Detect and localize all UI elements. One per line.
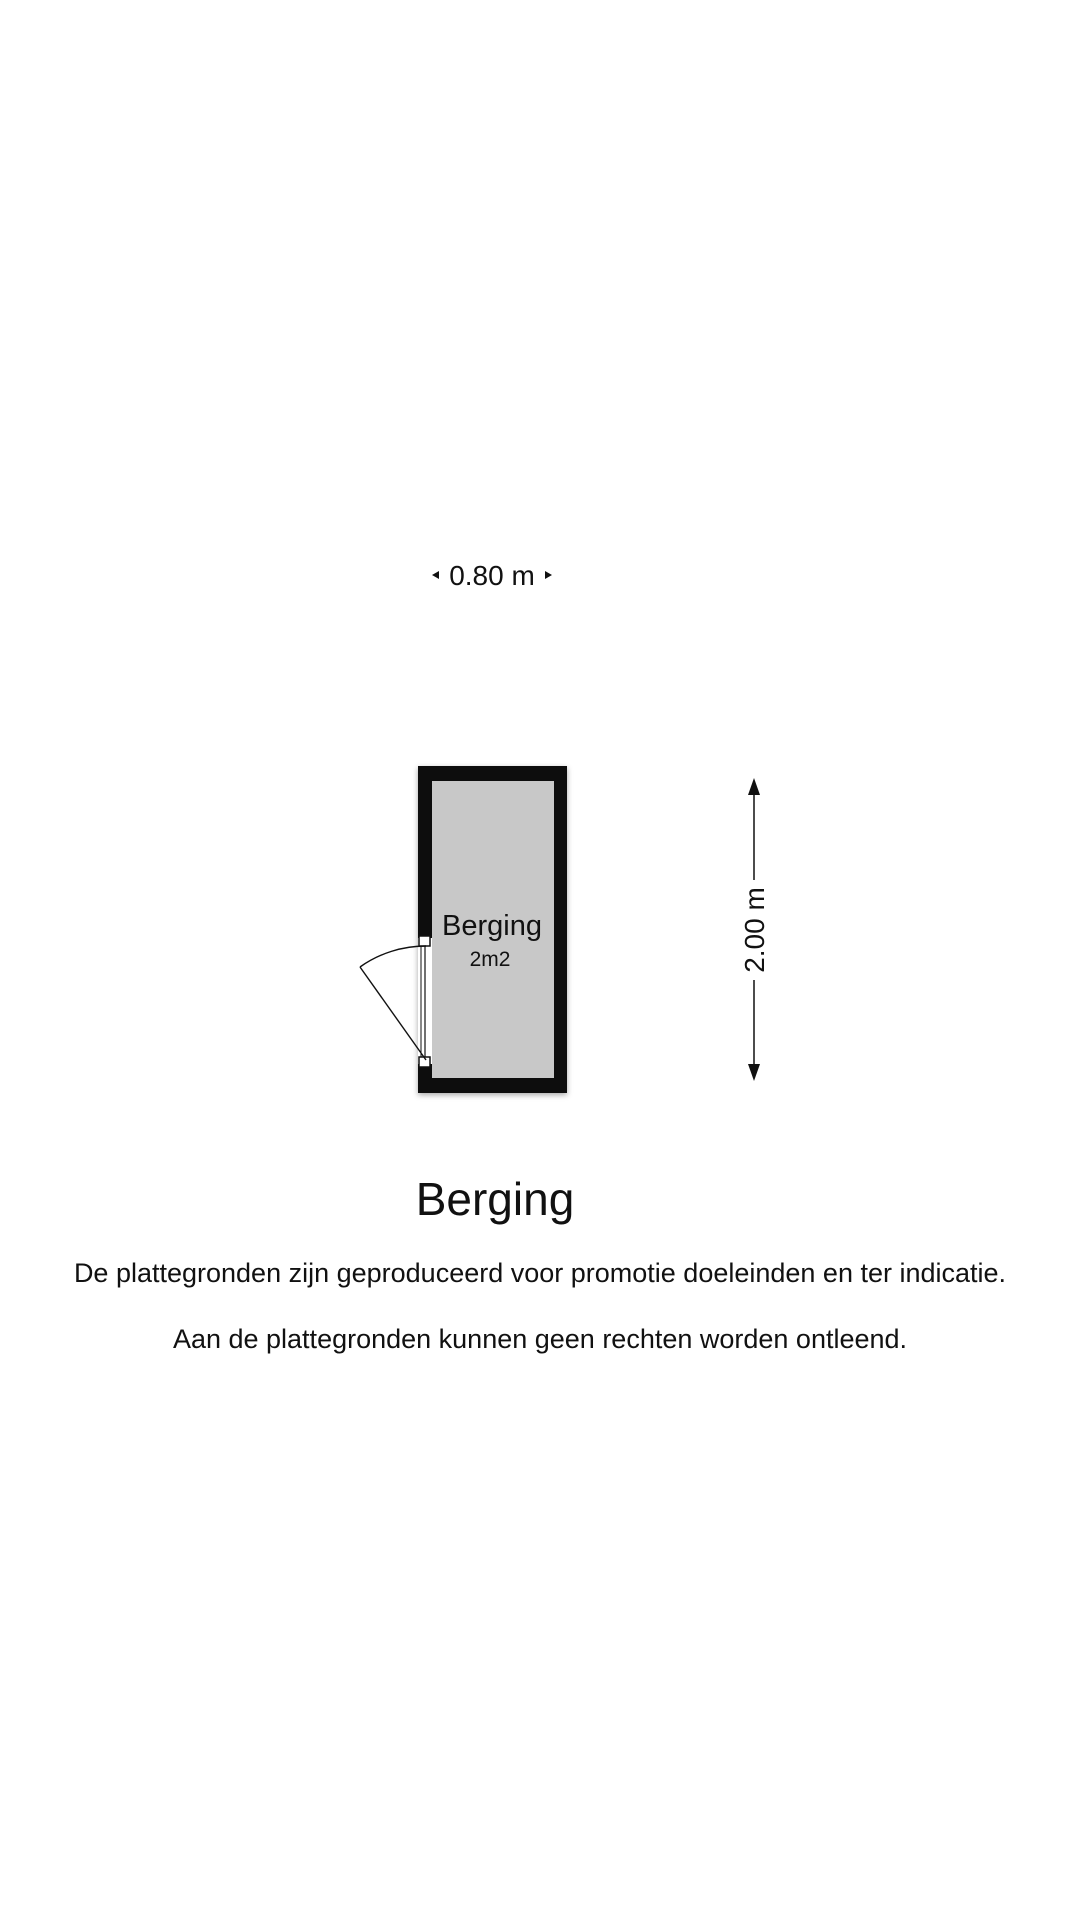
width-dimension bbox=[432, 560, 552, 591]
room-name-label: Berging bbox=[442, 910, 542, 942]
height-arrow-top-icon bbox=[748, 778, 760, 795]
plan-title: Berging bbox=[415, 1173, 575, 1225]
width-arrow-right-icon bbox=[545, 571, 552, 579]
room-area-label: 2m2 bbox=[469, 948, 511, 971]
door-leaf bbox=[360, 967, 426, 1060]
door-jamb-top bbox=[419, 936, 430, 946]
height-dimension-label: 2.00 m bbox=[739, 887, 770, 973]
door bbox=[360, 936, 432, 1067]
door-swing-arc bbox=[360, 946, 426, 967]
height-dimension bbox=[739, 778, 770, 1081]
height-arrow-bottom-icon bbox=[748, 1064, 760, 1081]
width-arrow-left-icon bbox=[432, 571, 439, 579]
disclaimer-line-2: Aan de plattegronden kunnen geen rechten worden ontleend. bbox=[172, 1324, 908, 1354]
width-dimension-label: 0.80 m bbox=[449, 560, 535, 591]
disclaimer-line-1: De plattegronden zijn geproduceerd voor promotie doeleinden en ter indicatie. bbox=[73, 1258, 1007, 1288]
